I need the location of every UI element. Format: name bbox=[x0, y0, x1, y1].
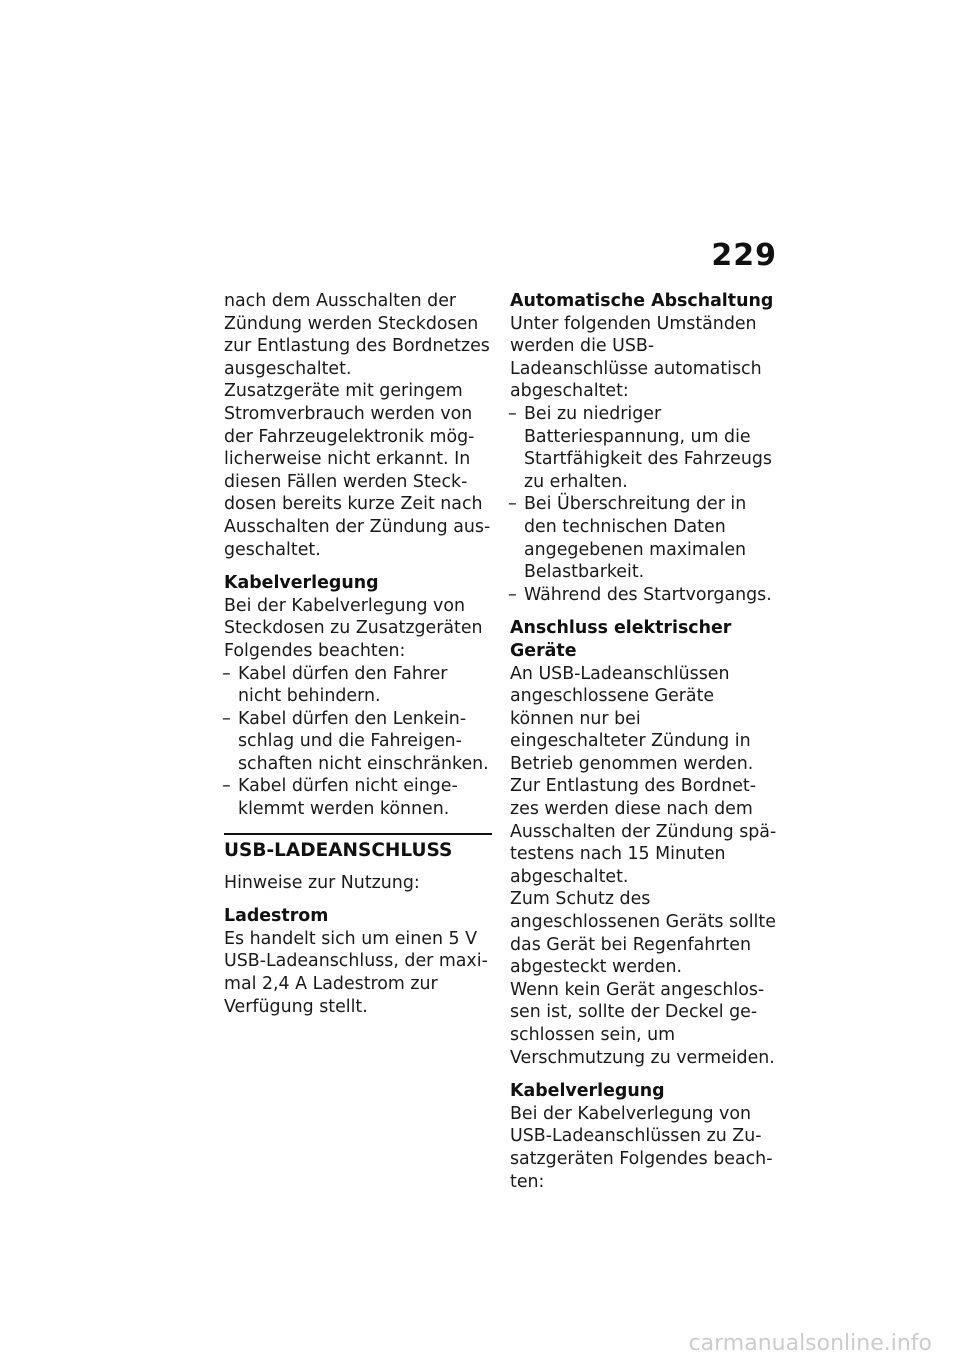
abschaltung-intro: Unter folgenden Umständen werden die USB-Ladeanschlüsse automatisch abgeschaltet: bbox=[510, 313, 762, 402]
heading-kabelverlegung-usb: Kabelverlegung bbox=[510, 1081, 665, 1102]
list-item: – Kabel dürfen den Lenkeinschlag und die Fahreigenschaften nicht einschränken. bbox=[224, 708, 492, 776]
paragraph-kabelverlegung-usb: Bei der Kabelverlegung von USB-Ladeanschlüssen zu Zusatzgeräten Folgendes beachten: bbox=[510, 1103, 773, 1192]
paragraph-ladestrom: Es handelt sich um einen 5 V USB-Ladeanschluss, der maximal 2,4 A Ladestrom zur Verfügung stellt. bbox=[224, 928, 488, 1017]
section-divider bbox=[224, 833, 492, 835]
list-item: – Bei Überschreitung der in den technischen Daten angegebenen maximalen Belastbarkeit. bbox=[510, 493, 778, 583]
list-item: – Kabel dürfen den Fahrer nicht behindern. bbox=[224, 663, 492, 708]
paragraph-anschluss-1: An USB-Ladeanschlüssen angeschlossene Geräte können nur bei eingeschalteter Zündung in Betrieb genommen werden. bbox=[510, 663, 754, 774]
section-title-usb: USB-LADEANSCHLUSS bbox=[224, 839, 453, 861]
heading-automatische-abschaltung: Automatische Abschaltung bbox=[510, 291, 774, 311]
list-item: – Bei zu niedriger Batteriespannung, um die Startfähigkeit des Fahrzeugs zu erhalten. bbox=[510, 403, 778, 493]
heading-ladestrom: Ladestrom bbox=[224, 906, 329, 927]
paragraph-anschluss-4: Wenn kein Gerät angeschlossen ist, sollte der Deckel geschlossen sein, um Verschmutzung zu vermeiden. bbox=[510, 979, 775, 1068]
list-item: – Während des Startvorgangs. bbox=[510, 584, 778, 607]
section-intro: Hinweise zur Nutzung: bbox=[224, 872, 420, 893]
heading-kabelverlegung: Kabelverlegung bbox=[224, 573, 379, 594]
right-column bbox=[510, 290, 778, 1204]
abschaltung-list bbox=[510, 403, 778, 606]
paragraph-anschluss-2: Zur Entlastung des Bordnetzes werden diese nach dem Ausschalten der Zündung spätestens nach 15 Minuten abgeschaltet. bbox=[510, 776, 777, 887]
list-item: – Kabel dürfen nicht eingeklemmt werden können. bbox=[224, 775, 492, 820]
paragraph-zuendung: nach dem Ausschalten der Zündung werden Steckdosen zur Entlastung des Bordnetzes ausgeschaltet. bbox=[224, 291, 490, 379]
paragraph-anschluss-3: Zum Schutz des angeschlossenen Geräts sollte das Gerät bei Regenfahrten abgesteckt werden. bbox=[510, 889, 776, 978]
left-column bbox=[224, 290, 492, 1029]
watermark: carmanualsonline.info bbox=[688, 1331, 932, 1356]
page-number: 229 bbox=[711, 238, 777, 273]
paragraph-zusatzgeraete: Zusatzgeräte mit geringem Stromverbrauch werden von der Fahrzeugelektronik möglicherweise nicht erkannt. In diesen Fällen werden Steckdosen bereits kurze Zeit nach Ausschalten der Zündung ausgeschaltet. bbox=[224, 381, 491, 560]
heading-anschluss-elektrischer-geraete: Anschluss elektrischer Geräte bbox=[510, 618, 732, 661]
kabelverlegung-intro: Bei der Kabelverlegung von Steckdosen zu Zusatzgeräten Folgendes beachten: bbox=[224, 595, 483, 661]
kabelverlegung-list bbox=[224, 663, 492, 821]
